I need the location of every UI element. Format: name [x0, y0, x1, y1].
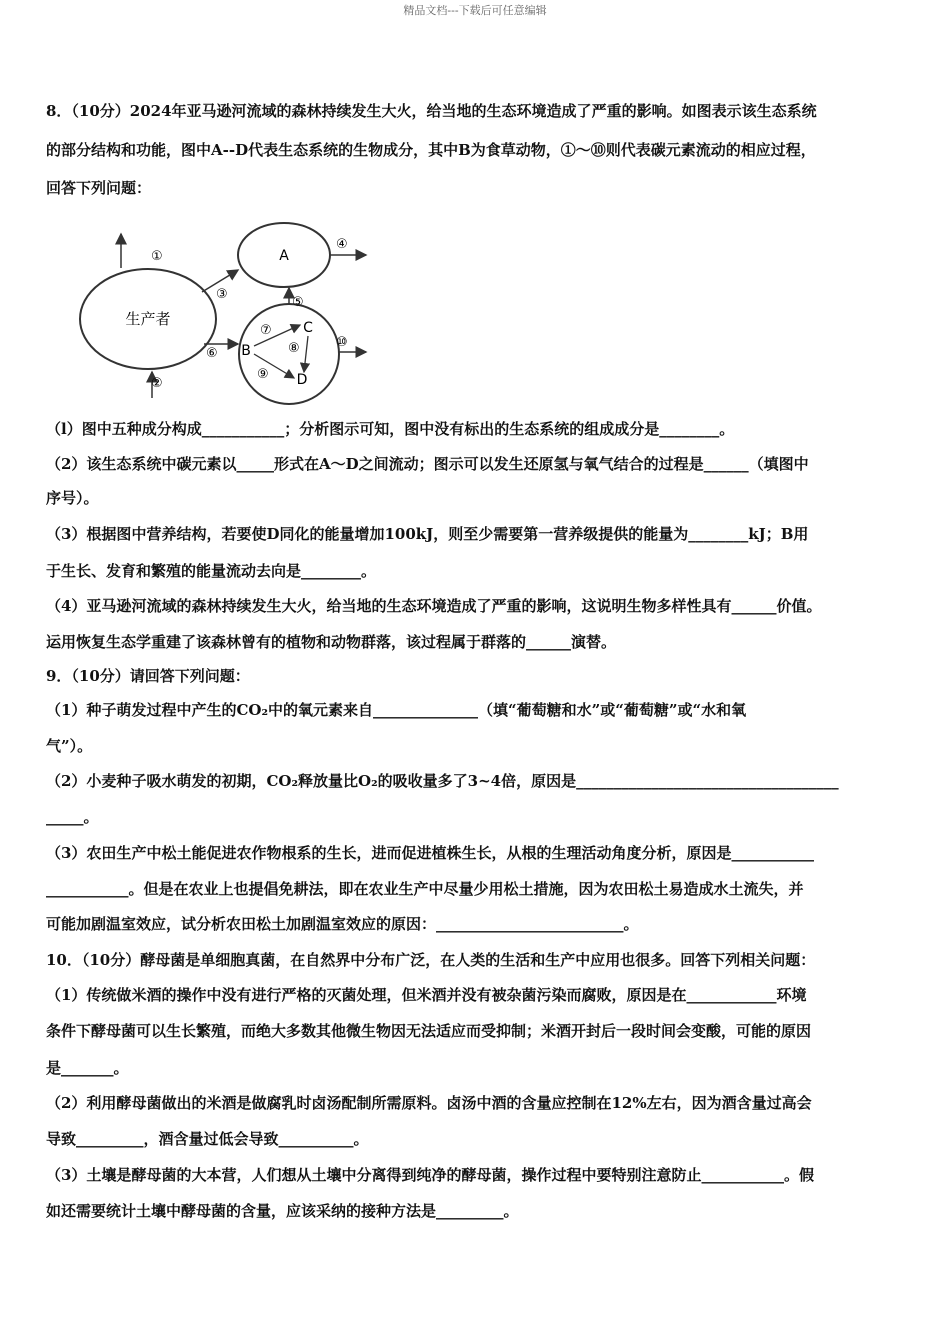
node-c-label: C [303, 320, 313, 336]
text-line: （1）种子萌发过程中产生的CO₂中的氧元素来自______________（填“葡萄糖和水”或“葡萄糖”或“水和氧 [46, 701, 747, 719]
process-label: ⑦ [260, 323, 272, 338]
text-line: 10．（10分）酵母菌是单细胞真菌，在自然界中分布广泛，在人类的生活和生产中应用也很多。回答下列相关问题： [46, 951, 816, 969]
text-line: 的部分结构和功能，图中A--D代表生态系统的生物成分，其中B为食草动物，①～⑩则代表碳元素流动的相应过程， [46, 141, 816, 159]
text-line: ___________。但是在农业上也提倡免耕法，即在农业生产中尽量少用松土措施，因为农田松土易造成水土流失，并 [46, 880, 804, 898]
text-line: 可能加剧温室效应，试分析农田松土加剧温室效应的原因：_________________________。 [46, 915, 639, 933]
process-label: ③ [216, 287, 228, 302]
node-a-label: A [279, 248, 289, 264]
text-line: （3）根据图中营养结构，若要使D同化的能量增加100kJ，则至少需要第一营养级提供的能量为________kJ；B用 [46, 525, 809, 543]
text-line: 如还需要统计土壤中酵母菌的含量，应该采纳的接种方法是_________。 [46, 1202, 519, 1220]
text-line: （1）传统做米酒的操作中没有进行严格的灭菌处理，但米酒并没有被杂菌污染而腐败，原因是在____________环境 [46, 986, 807, 1004]
text-line: （4）亚马逊河流域的森林持续发生大火，给当地的生态环境造成了严重的影响，这说明生物多样性具有______价值。 [46, 597, 822, 615]
carbon-cycle-diagram [74, 222, 374, 406]
process-label: ⑥ [206, 346, 218, 361]
text-line: （3）土壤是酵母菌的大本营，人们想从土壤中分离得到纯净的酵母菌，操作过程中要特别注意防止___________。假 [46, 1166, 814, 1184]
text-line: 是_______。 [46, 1059, 129, 1077]
text-line: 9．（10分）请回答下列问题： [46, 667, 250, 685]
process-label: ⑩ [336, 335, 348, 350]
process-label: ④ [336, 237, 348, 252]
process-label: ⑤ [292, 295, 304, 310]
text-line: 条件下酵母菌可以生长繁殖，而绝大多数其他微生物因无法适应而受抑制；米酒开封后一段时间会变酸，可能的原因 [46, 1022, 812, 1040]
process-label: ⑨ [257, 367, 269, 382]
text-line: 运用恢复生态学重建了该森林曾有的植物和动物群落，该过程属于群落的______演替。 [46, 633, 617, 651]
text-line: 8．（10分）2024年亚马逊河流域的森林持续发生大火，给当地的生态环境造成了严重的影响。如图表示该生态系统 [46, 102, 817, 120]
text-line: （2）该生态系统中碳元素以_____形式在A～D之间流动；图示可以发生还原氢与氧气结合的过程是______（填图中 [46, 455, 809, 473]
text-line: 气”）。 [46, 737, 93, 755]
text-line: 于生长、发育和繁殖的能量流动去向是________。 [46, 562, 377, 580]
text-line: （l）图中五种成分构成___________；分析图示可知，图中没有标出的生态系统的组成成分是________。 [46, 420, 735, 438]
text-line: （3）农田生产中松土能促进农作物根系的生长，进而促进植株生长，从根的生理活动角度分析，原因是___________ [46, 844, 814, 862]
node-d-label: D [296, 372, 308, 388]
producer-label: 生产者 [125, 310, 171, 328]
process-label: ② [151, 376, 163, 391]
text-line: 回答下列问题： [46, 179, 152, 197]
process-label: ⑧ [288, 341, 300, 356]
page-header: 精品文档---下载后可任意编辑 [403, 4, 547, 17]
node-b-label: B [241, 343, 251, 359]
process-label: ① [151, 249, 163, 264]
text-line: 序号）。 [46, 489, 99, 507]
text-line: （2）小麦种子吸水萌发的初期，CO₂释放量比O₂的吸收量多了3~4倍，原因是___________________________________ [46, 772, 839, 790]
text-line: （2）利用酵母菌做出的米酒是做腐乳时卤汤配制所需原料。卤汤中酒的含量应控制在12%左右，因为酒含量过高会 [46, 1094, 812, 1112]
text-line: _____。 [46, 808, 99, 826]
text-line: 导致_________，酒含量过低会导致__________。 [46, 1130, 369, 1148]
